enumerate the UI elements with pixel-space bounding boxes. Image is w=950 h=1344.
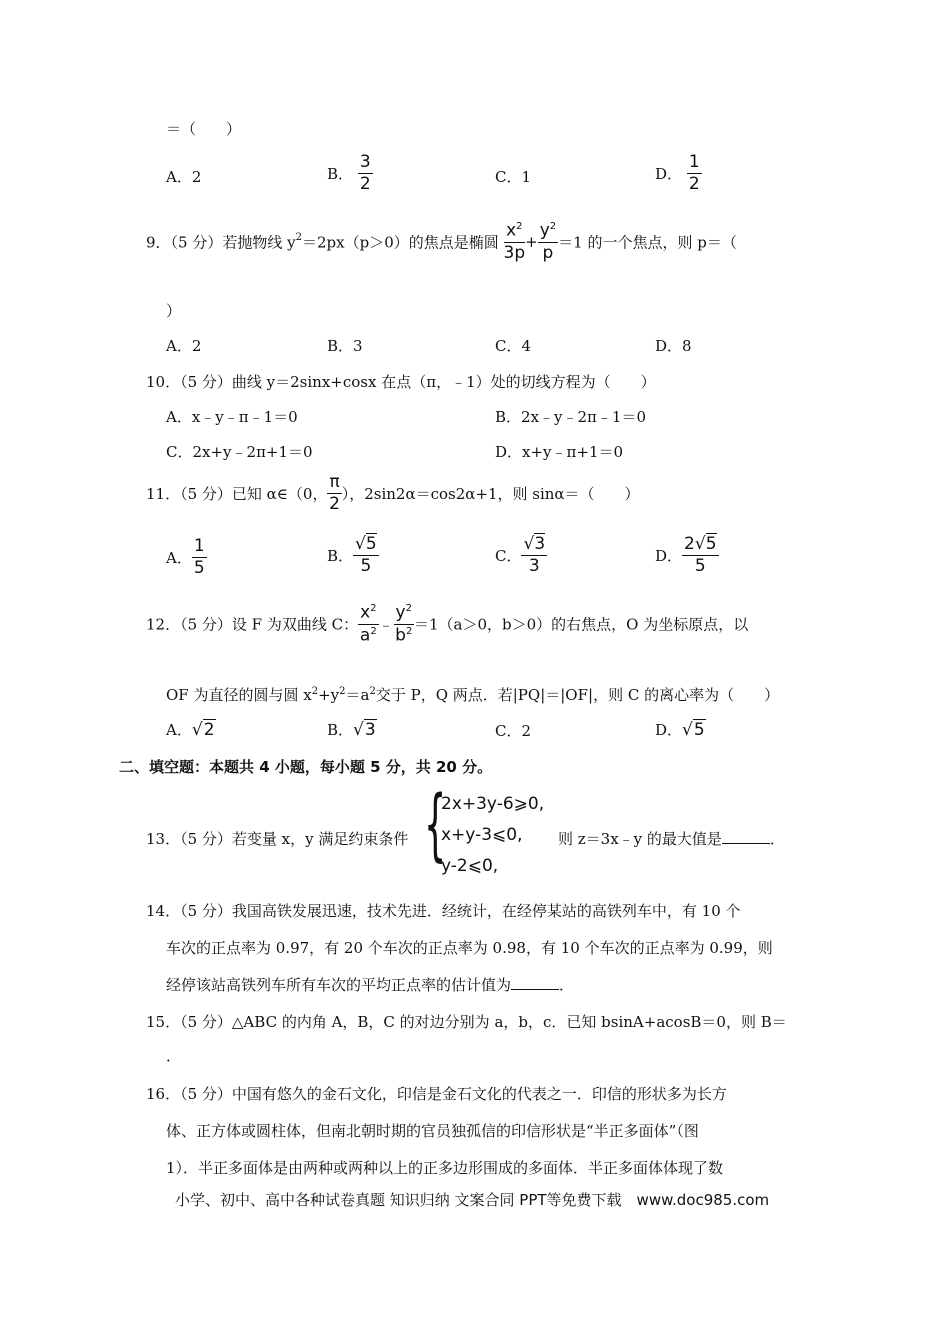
q9-option-b[interactable]: B．3 [327,337,363,355]
q14-end: ． [559,976,575,994]
q11-d-sqrt: √ [694,534,706,554]
q12-b-sqrt [353,719,377,740]
q14-line2: 车次的正点率为 0.97，有 20 个车次的正点率为 0.98，有 10 个车次的正点率为 0.99，则 [166,939,773,957]
q11-d-label: D． [655,547,683,565]
footer-banner: 小学、初中、高中各种试卷真题 知识归纳 文案合同 PPT等免费下载 www.doc985.com [175,1191,770,1209]
q14-line3-text: 经停该站高铁列车所有车次的平均正点率的估计值为 [166,976,512,994]
q12-a-sqrt [192,719,216,740]
q12-option-c[interactable]: C．2 [495,722,532,740]
q11-f-num: π [329,472,340,492]
q11-d-coef: 2 [684,534,695,554]
q14-answer-blank[interactable] [511,989,559,990]
q9-f1-den: 3p [503,242,526,263]
q12-a-label: A． [166,721,192,739]
q10-option-b[interactable]: B．2x﹣y﹣2π﹣1＝0 [495,408,646,426]
q16-line2: 体、正方体或圆柱体，但南北朝时期的官员独孤信的印信形状是“半正多面体”（图 [166,1122,699,1140]
q12-f2-den: b [395,625,406,646]
q15-line2: ． [166,1047,182,1065]
q12-f1-den-sup: 2 [370,625,377,637]
q12-d-label: D． [655,721,683,739]
q11-option-d[interactable] [655,536,719,575]
q11-b-rad: 5 [365,534,377,554]
q13-answer-blank[interactable] [722,843,770,844]
q15-line1: 15．（5 分）△ABC 的内角 A，B，C 的对边分别为 a，b，c．已知 bsinA+acosB＝0，则 B＝ [146,1013,787,1031]
q8-b-den: 2 [359,174,371,194]
q13-end: ． [769,830,785,848]
q12-minus: ﹣ [378,615,394,634]
q11-b-fraction [353,536,379,575]
q9-plus: + [525,232,538,251]
section-heading-fill-in: 二、填空题：本题共 4 小题，每小题 5 分，共 20 分。 [119,758,493,776]
q16-line3: 1）．半正多面体是由两种或两种以上的正多边形围成的多面体．半正多面体体现了数 [166,1159,724,1177]
q11-d-rad: 5 [705,534,717,554]
q11-c-fraction [521,536,547,575]
q12-option-d[interactable] [655,719,706,740]
q13-tail-text: 则 z＝3x﹣y 的最大值是 [558,830,722,848]
q14-line3 [166,974,574,995]
q11-c-rad: 3 [534,534,546,554]
q12-f2-num: y [395,602,406,623]
q11-a-num: 1 [193,536,205,556]
q12-option-a[interactable] [166,719,216,740]
q9-sup: 2 [295,231,302,243]
q9-option-c[interactable]: C．4 [495,337,532,355]
q9-f2-den: p [542,242,554,263]
q11-a-label: A． [166,549,192,567]
q12-sup-a: 2 [311,686,319,697]
q12-f1-num-sup: 2 [370,603,377,614]
q10-stem: 10．（5 分）曲线 y＝2sinx+cosx 在点（π，﹣1）处的切线方程为（ ） [146,373,656,391]
q12-stem-line2 [166,684,779,705]
q12-sup-c: 2 [369,686,376,697]
q12-fraction-x [358,604,378,644]
q9-f1-sup: 2 [516,221,523,232]
q8-option-b-label: B． [327,165,354,183]
q9-option-d[interactable]: D．8 [655,337,692,355]
q11-c-label: C． [495,547,522,565]
q12-b-rad: 3 [364,720,376,740]
q8-option-b-fraction [358,154,373,193]
q11-c-den: 3 [528,556,540,576]
q8-option-d[interactable] [655,154,702,193]
q12-stem-part2: ＝1（a＞0，b＞0）的右焦点，O 为坐标原点，以 [413,615,749,634]
q12-a-rad: 2 [203,720,215,740]
q9-option-a[interactable]: A．2 [166,337,202,355]
q8-option-b[interactable] [327,154,373,193]
q12-stem [146,604,748,644]
q12-f1-den: a [359,625,371,646]
q11-d-fraction [682,536,719,575]
q11-option-c[interactable] [495,536,547,575]
q11-stem [146,474,640,513]
q12-sup-b: 2 [339,686,346,697]
q10-option-c[interactable]: C．2x+y﹣2π+1＝0 [166,443,313,461]
q11-c-sqrt: √ [523,534,535,554]
q8-d-den: 2 [688,174,700,194]
q12-d-sqrt [682,719,706,740]
q12-line2-c: ＝a [345,686,370,704]
q12-line2-d: 交于 P，Q 两点．若|PQ|＝|OF|，则 C 的离心率为（ ） [375,686,780,704]
q11-b-den: 5 [360,556,372,576]
q11-d-den: 5 [694,556,706,576]
q12-b-label: B． [327,721,354,739]
q9-f2-num: y [539,220,550,241]
q11-stem-part1: 11．（5 分）已知 α∈（0， [146,485,328,503]
q12-stem-part1: 12．（5 分）设 F 为双曲线 C： [146,615,359,634]
q12-line2-b: +y [318,686,340,704]
q16-line1: 16．（5 分）中国有悠久的金石文化，印信是金石文化的代表之一．印信的形状多为长方 [146,1085,727,1103]
q13-tail [558,828,785,849]
q13-brace: { [424,780,447,870]
q13-constraint-1: 2x+3y-6⩾0, [441,794,545,814]
q9-fraction-x [504,222,526,262]
q11-b-sqrt: √ [355,534,366,554]
q8-b-num: 3 [359,152,371,172]
q10-option-a[interactable]: A．x﹣y﹣π﹣1＝0 [166,408,298,426]
q11-option-b[interactable] [327,536,379,575]
q13-stem: 13．（5 分）若变量 x，y 满足约束条件 [146,830,409,848]
q11-a-fraction [192,538,207,577]
q14-line1: 14．（5 分）我国高铁发展迅速，技术先进．经统计，在经停某站的高铁列车中，有 10 个 [146,902,741,920]
q12-f2-num-sup: 2 [405,603,412,614]
q12-line2-a: OF 为直径的圆与圆 x [166,686,312,704]
q11-fraction-pi [327,474,341,513]
q11-b-label: B． [327,547,354,565]
q12-b-sym: √ [353,720,364,740]
q9-stem-cont: ） [166,302,182,320]
q12-f2-den-sup: 2 [405,625,413,637]
q12-a-sym: √ [191,720,203,740]
q13-constraint-2: x+y-3⩽0, [441,825,523,845]
q10-option-d[interactable]: D．x+y﹣π+1＝0 [495,443,624,461]
q9-f2-sup: 2 [549,221,557,232]
q12-fraction-y [394,604,414,644]
q9-stem-part2: ＝2px（p＞0）的焦点是椭圆 [301,233,499,252]
q12-option-b[interactable] [327,719,377,740]
q8-option-d-label: D． [655,165,683,183]
q12-d-rad: 5 [693,720,705,740]
q9-stem-part1: 9．（5 分）若抛物线 y [146,233,296,252]
q8-stem-tail: ＝（ ） [166,120,242,138]
q11-f-den: 2 [329,494,340,514]
q12-d-sym: √ [682,720,693,740]
q8-option-a[interactable]: A．2 [166,168,202,186]
q11-a-den: 5 [193,558,205,578]
q9-fraction-y [538,222,558,262]
q8-option-c[interactable]: C．1 [495,168,532,186]
q8-d-num: 1 [688,152,700,172]
q8-option-d-fraction [687,154,702,193]
q13-constraints [441,789,544,882]
q13-constraint-3: y-2⩽0, [441,856,499,876]
q11-option-a[interactable] [166,538,207,577]
q12-f1-num: x [360,602,371,623]
q11-stem-part2: ），2sin2α＝cos2α+1，则 sinα＝（ ） [341,485,640,503]
q9-stem-part3: ＝1 的一个焦点，则 p＝（ [558,233,737,252]
q9-f1-num: x [506,220,517,241]
q9-stem [146,222,737,262]
